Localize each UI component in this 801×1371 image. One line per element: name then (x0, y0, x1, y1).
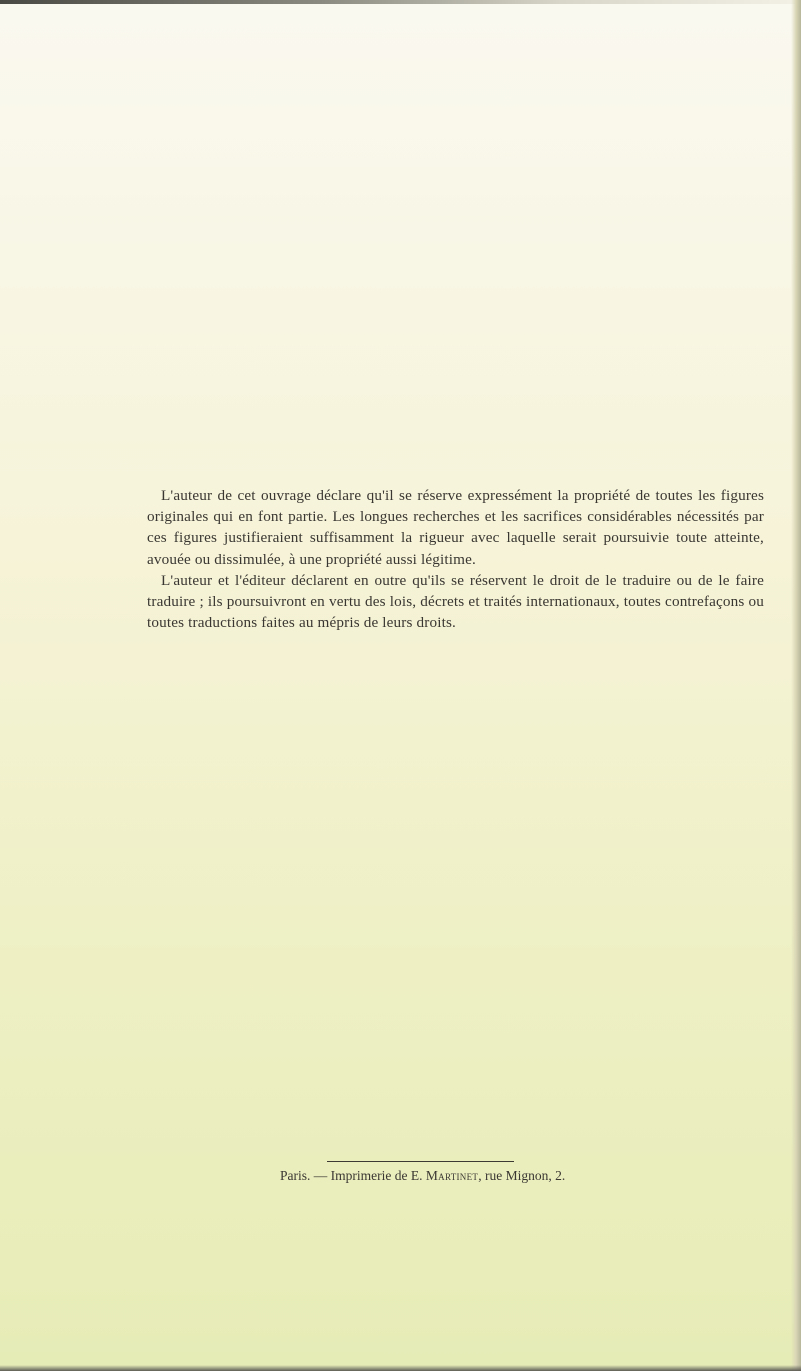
page-right-edge (791, 0, 801, 1371)
imprint-divider (327, 1161, 514, 1162)
printer-imprint (280, 1168, 780, 1184)
rights-paragraph-translation: L'auteur et l'éditeur déclarent en outre qu'ils se réservent le droit de le traduire ou de le faire traduire ; ils poursuivront en vertu des lois, décrets et traités internationaux, toutes contrefaçons ou toutes traductions faites au mépris de leurs droits. (147, 571, 764, 632)
rights-notice (147, 485, 764, 633)
page-top-edge (0, 0, 801, 4)
rights-paragraph-figures: L'auteur de cet ouvrage déclare qu'il se réserve expressément la propriété de toutes les figures originales qui en font partie. Les longues recherches et les sacrifices considérables nécessités par ces figures justifieraient suffisamment la rigueur avec laquelle serait poursuivie toute atteinte, avouée ou dissimulée, à une propriété aussi légitime. (147, 487, 764, 568)
page-bottom-edge (0, 1365, 801, 1371)
imprint-suffix: , rue Mignon, 2. (478, 1168, 566, 1183)
imprint-prefix: Paris. — Imprimerie de E. (280, 1168, 426, 1183)
imprint-printer-name: Martinet (425, 1168, 479, 1183)
